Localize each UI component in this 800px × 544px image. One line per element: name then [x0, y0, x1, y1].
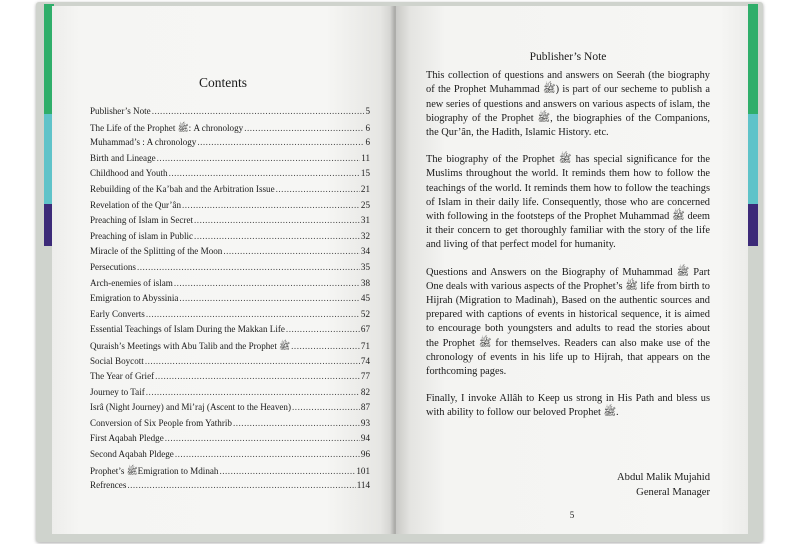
toc-entry-title: Essential Teachings of Islam During the Makkan Life [90, 324, 285, 335]
toc-entry-page: 52 [360, 308, 370, 319]
cover-stripe-green-right [748, 4, 758, 114]
toc-entry-title: Social Boycott [90, 355, 144, 366]
toc-entry-title: Isrâ (Night Journey) and Mi’raj (Ascent to the Heaven) [90, 402, 292, 413]
toc-entry-title: Arch-enemies of islam [90, 277, 173, 288]
toc-entry-page: 93 [360, 417, 370, 428]
toc-entry-title: Publisher’s Note [90, 106, 151, 116]
toc-entry-page: 35 [360, 261, 370, 272]
toc-entry [90, 153, 370, 169]
toc-entry-page: 21 [360, 183, 370, 194]
toc-entry-title: Conversion of Six People from Yathrib [90, 417, 232, 428]
toc-entry [90, 278, 370, 294]
toc-entry [90, 449, 370, 465]
cover-stripe-purple-right [748, 204, 758, 246]
toc-entry-title: Childhood and Youth [90, 168, 168, 179]
toc-entry-title: Prophet’s ﷺEmigration to Mdinah [90, 465, 219, 476]
toc-entry-title: Journey to Taif [90, 386, 145, 397]
toc-entry [90, 231, 370, 247]
toc-leader-dots [127, 480, 355, 490]
toc-leader-dots [152, 106, 365, 116]
toc-leader-dots [194, 231, 360, 241]
toc-entry-page: 74 [360, 355, 370, 366]
note-paragraph-1: This collection of questions and answers on Seerah (the biography of the Prophet Muhammad ﷺ) is part of our secheme to publish a new series of questions and answers on various aspects of islam, the biography of the Prophet ﷺ, the biographies of the Companions, the Qur’ân, the Hadith, Islamic History. etc. [426, 70, 710, 139]
toc-entry [90, 465, 370, 481]
toc-entry [90, 324, 370, 340]
toc-entry-title: Preaching of Islam in Secret [90, 215, 194, 226]
toc-leader-dots [286, 324, 360, 334]
toc-leader-dots [169, 168, 360, 178]
toc-leader-dots [146, 387, 360, 397]
toc-entry-page: 101 [356, 465, 370, 476]
toc-leader-dots [276, 184, 360, 194]
toc-entry-page: 11 [361, 152, 370, 163]
toc-entry [90, 402, 370, 418]
toc-entry-title: Preaching of islam in Public [90, 230, 194, 241]
toc-entry [90, 418, 370, 434]
toc-entry-page: 45 [360, 293, 370, 304]
toc-entry-page: 71 [360, 340, 370, 351]
toc-entry-page: 82 [360, 386, 370, 397]
toc-leader-dots [219, 466, 355, 476]
toc-entry [90, 356, 370, 372]
toc-entry [90, 184, 370, 200]
toc-entry-page: 25 [360, 199, 370, 210]
toc-entry [90, 371, 370, 387]
toc-entry-page: 67 [360, 324, 370, 335]
toc-entry [90, 387, 370, 403]
toc-leader-dots [292, 402, 360, 412]
signature-name: Abdul Malik Mujahid [617, 472, 710, 483]
toc-entry [90, 262, 370, 278]
toc-leader-dots [223, 246, 360, 256]
note-title: Publisher’s Note [529, 51, 607, 63]
toc-entry [90, 309, 370, 325]
toc-entry-title: The Year of Grief [90, 371, 155, 382]
contents-page [52, 6, 394, 534]
toc-entry-page: 77 [360, 371, 370, 382]
toc-leader-dots [145, 356, 360, 366]
toc-entry-title: Persecutions [90, 261, 136, 272]
toc-leader-dots [291, 341, 360, 351]
page-number: 5 [569, 510, 575, 520]
toc-leader-dots [157, 153, 361, 163]
toc-leader-dots [174, 278, 360, 288]
toc-leader-dots [137, 262, 360, 272]
toc-entry [90, 246, 370, 262]
toc-leader-dots [146, 309, 360, 319]
toc-entry-title: Revelation of the Qur’ân [90, 199, 181, 210]
toc-entry-page: 31 [360, 215, 370, 226]
toc-entry [90, 200, 370, 216]
toc-leader-dots [155, 371, 360, 381]
toc-entry [90, 433, 370, 449]
note-paragraph-3: Questions and Answers on the Biography of Muhammad ﷺ Part One deals with various aspects of the Prophet’s ﷺ life from birth to Hijrah (Migration to Madinah), Based on the authentic sources and prepared with captions of events in historical sequence, it is aimed to encourage both youngsters and adults to read the stories about the Prophet ﷺ for themselves. Readers can also make use of the chronology of events in his life up to Hijrah, that appears on the forthcoming pages. [426, 266, 710, 378]
toc-entry-page: 114 [356, 480, 370, 491]
toc-entry-page: 87 [360, 402, 370, 413]
cover-stripe-cyan-right [748, 114, 758, 204]
toc-entry-title: Muhammad’s : A chronology [90, 137, 197, 148]
toc-entry-page: 6 [365, 137, 370, 148]
toc-entry-title: Rebuilding of the Ka’bah and the Arbitration Issue [90, 183, 275, 194]
note-paragraph-4: Finally, I invoke Allâh to Keep us strong in His Path and bless us with ability to follow our beloved Prophet ﷺ. [426, 393, 710, 419]
toc-entry-title: Second Aqabah Pldege [90, 449, 174, 460]
toc-entry-title: Early Converts [90, 308, 145, 319]
toc-leader-dots [175, 449, 360, 459]
table-of-contents [90, 106, 370, 496]
toc-leader-dots [165, 433, 360, 443]
toc-leader-dots [179, 293, 360, 303]
note-paragraph-2: The biography of the Prophet ﷺ has special significance for the Muslims throughout the world. It reminds them how to follow the teachings of the world. It reminds them how to follow the teachings of Islam in their daily life. Consequently, those who are concerned with following in the footsteps of the Prophet Muhammad ﷺ deem it their concern to get thoroughly familiar with the story of the life and living of that perfect model for humanity. [426, 154, 710, 251]
toc-entry-title: Refrences [90, 480, 127, 491]
toc-leader-dots [197, 137, 364, 147]
toc-entry-page: 15 [360, 168, 370, 179]
toc-entry-title: First Aqabah Pledge [90, 433, 164, 444]
signature-role: General Manager [636, 487, 710, 498]
toc-entry [90, 106, 370, 122]
toc-entry [90, 293, 370, 309]
toc-entry-title: The Life of the Prophet ﷺ: A chronology [90, 122, 244, 133]
toc-entry-title: Quraish’s Meetings with Abu Talib and the Prophet ﷺ [90, 340, 291, 351]
toc-entry-page: 34 [360, 246, 370, 257]
toc-entry [90, 168, 370, 184]
toc-leader-dots [244, 123, 364, 133]
toc-entry [90, 340, 370, 356]
publishers-note-page [396, 6, 748, 534]
publishers-note [426, 50, 710, 434]
toc-entry-page: 38 [360, 277, 370, 288]
toc-entry [90, 137, 370, 153]
toc-entry [90, 480, 370, 496]
toc-leader-dots [182, 200, 360, 210]
toc-entry-title: Birth and Lineage [90, 152, 156, 163]
toc-entry-page: 94 [360, 433, 370, 444]
toc-entry-page: 32 [360, 230, 370, 241]
toc-leader-dots [194, 215, 360, 225]
toc-entry-page: 6 [365, 122, 370, 133]
toc-entry-title: Emigration to Abyssinia [90, 293, 179, 304]
contents-title: Contents [198, 75, 247, 90]
toc-entry [90, 215, 370, 231]
toc-entry-title: Miracle of the Splitting of the Moon [90, 246, 223, 257]
toc-entry-page: 5 [365, 106, 370, 116]
toc-entry-page: 96 [360, 449, 370, 460]
toc-entry [90, 122, 370, 138]
toc-leader-dots [233, 418, 360, 428]
